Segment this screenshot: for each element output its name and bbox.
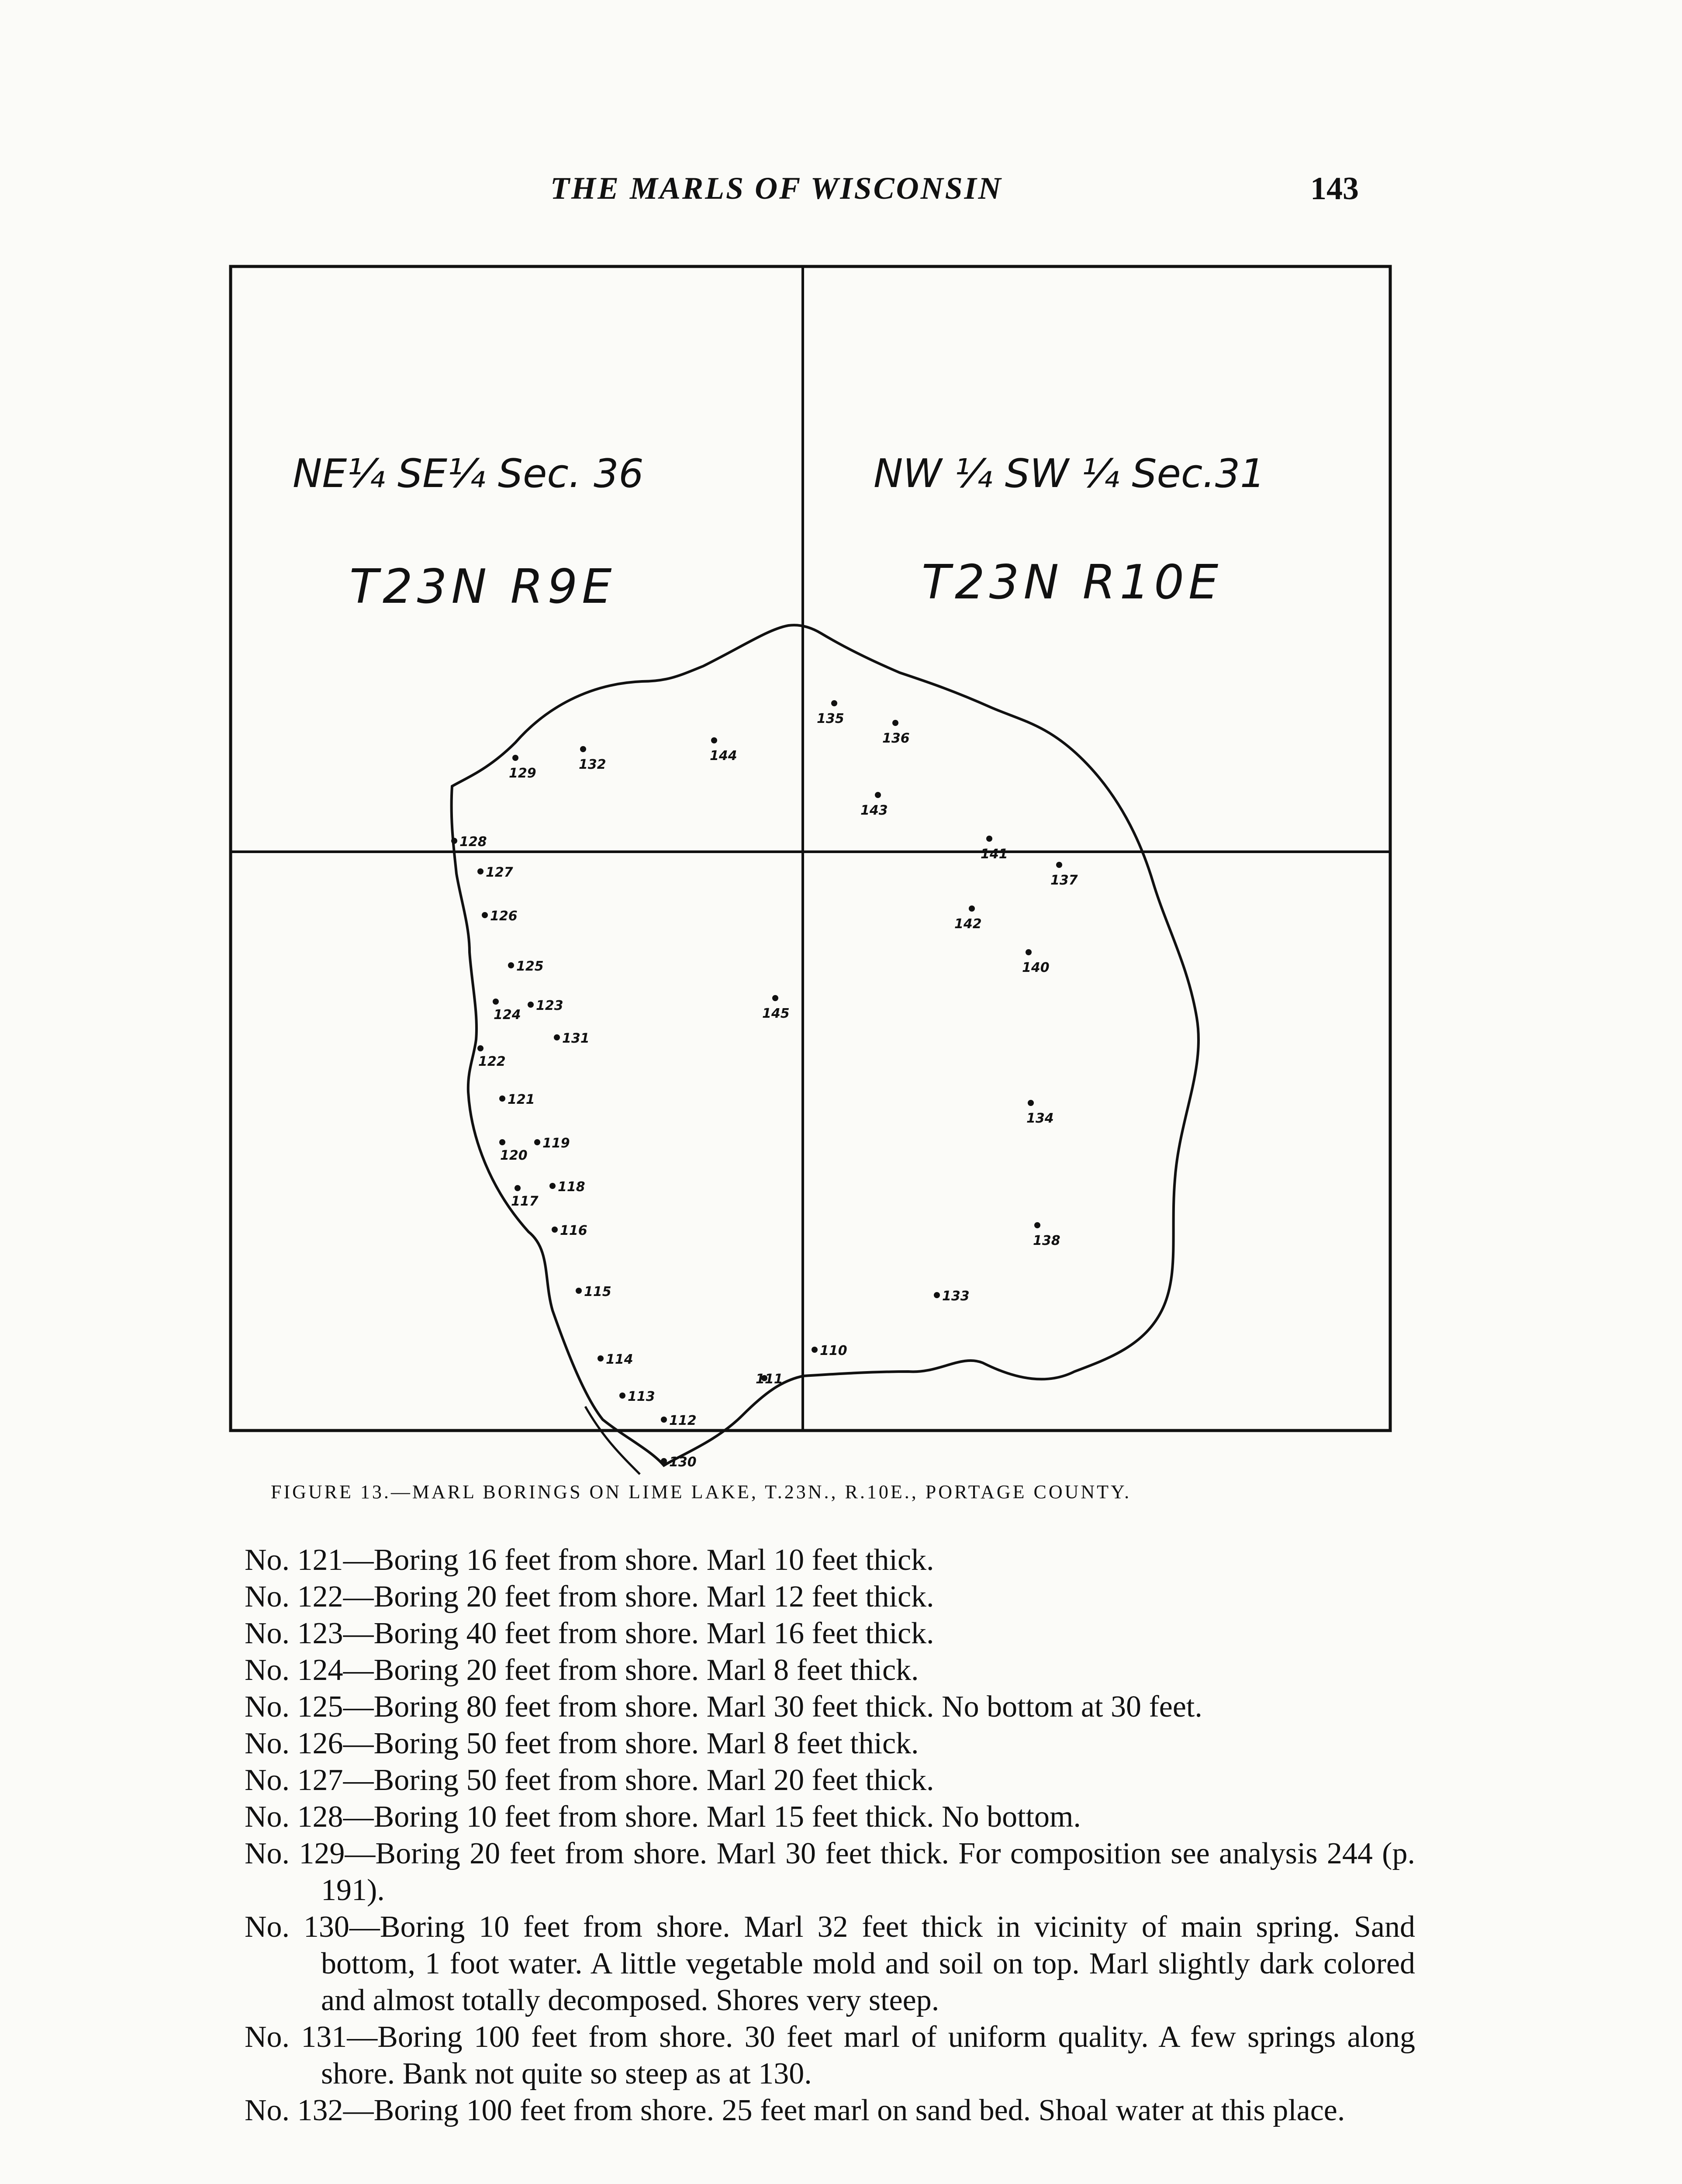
- boring-label-140: 140: [1022, 960, 1050, 975]
- note-text: —Boring 100 feet from shore. 25 feet marl on sand bed. Shoal water at this place.: [343, 2094, 1345, 2127]
- note-number: No. 125: [245, 1690, 343, 1724]
- figure-caption: FIGURE 13.—MARL BORINGS ON LIME LAKE, T.23N., R.10E., PORTAGE COUNTY.: [271, 1481, 1132, 1503]
- boring-dot-128: [451, 838, 457, 844]
- note-122: [245, 1579, 1415, 1615]
- boring-dot-126: [482, 912, 488, 918]
- boring-label-126: 126: [490, 909, 518, 924]
- note-128: [245, 1799, 1415, 1835]
- boring-label-141: 141: [981, 847, 1008, 862]
- note-text: —Boring 10 feet from shore. Marl 32 feet thick in vicinity of main spring. Sand bottom, 1 foot water. A little vegetable mold and soil on top. Marl slightly dark colored and almost totally decomposed. Shores very steep.: [321, 1910, 1415, 2017]
- boring-label-136: 136: [882, 731, 910, 746]
- note-number: No. 127: [245, 1763, 343, 1797]
- note-text: —Boring 50 feet from shore. Marl 8 feet thick.: [343, 1727, 919, 1760]
- boring-label-120: 120: [500, 1148, 528, 1163]
- boring-dot-143: [875, 792, 881, 798]
- boring-dot-124: [493, 999, 499, 1005]
- boring-label-129: 129: [509, 766, 536, 781]
- label-township-w: T23N R9E: [349, 560, 616, 614]
- boring-dot-121: [499, 1095, 505, 1102]
- boring-dot-118: [549, 1183, 556, 1189]
- boring-label-131: 131: [562, 1031, 590, 1046]
- boring-label-130: 130: [669, 1455, 697, 1470]
- note-127: [245, 1762, 1415, 1799]
- note-number: No. 132: [245, 2094, 343, 2127]
- note-130: [245, 1909, 1415, 2019]
- boring-label-127: 127: [486, 865, 513, 880]
- label-nw-sw-sec31: NW ¼ SW ¼ Sec.31: [874, 451, 1265, 497]
- boring-dot-110: [812, 1347, 818, 1353]
- boring-dot-127: [477, 868, 484, 874]
- boring-dot-144: [711, 737, 717, 743]
- boring-label-121: 121: [508, 1092, 535, 1107]
- boring-dot-138: [1034, 1222, 1040, 1228]
- boring-label-138: 138: [1033, 1233, 1060, 1248]
- note-number: No. 123: [245, 1617, 343, 1650]
- note-number: No. 129: [245, 1837, 345, 1870]
- note-number: No. 131: [245, 2020, 347, 2054]
- note-text: —Boring 20 feet from shore. Marl 8 feet thick.: [343, 1653, 919, 1687]
- note-text: —Boring 20 feet from shore. Marl 12 feet thick.: [343, 1580, 934, 1614]
- boring-dot-130: [661, 1458, 667, 1464]
- boring-dot-119: [534, 1139, 540, 1145]
- boring-label-112: 112: [669, 1413, 697, 1428]
- note-132: [245, 2092, 1415, 2129]
- boring-label-122: 122: [478, 1054, 506, 1069]
- boring-dot-145: [772, 995, 778, 1001]
- boring-dot-112: [661, 1417, 667, 1423]
- boring-dot-135: [831, 700, 837, 706]
- note-number: No. 122: [245, 1580, 343, 1614]
- note-text: —Boring 80 feet from shore. Marl 30 feet thick. No bottom at 30 feet.: [343, 1690, 1202, 1724]
- boring-label-110: 110: [820, 1343, 847, 1358]
- boring-label-115: 115: [584, 1284, 611, 1299]
- boring-label-134: 134: [1026, 1111, 1054, 1126]
- note-text: —Boring 16 feet from shore. Marl 10 feet thick.: [343, 1543, 934, 1577]
- boring-dot-115: [576, 1288, 582, 1294]
- boring-dot-133: [934, 1292, 940, 1298]
- boring-dot-129: [512, 755, 518, 761]
- boring-dot-142: [969, 905, 975, 912]
- boring-dot-125: [508, 962, 514, 968]
- note-124: [245, 1652, 1415, 1689]
- note-121: [245, 1542, 1415, 1579]
- boring-dot-114: [598, 1355, 604, 1362]
- boring-dot-116: [552, 1227, 558, 1233]
- boring-label-124: 124: [494, 1007, 521, 1023]
- note-number: No. 130: [245, 1910, 349, 1944]
- boring-label-125: 125: [516, 959, 544, 974]
- note-number: No. 126: [245, 1727, 343, 1760]
- label-township-e: T23N R10E: [922, 555, 1223, 610]
- note-text: —Boring 40 feet from shore. Marl 16 feet thick.: [343, 1617, 934, 1650]
- boring-label-142: 142: [954, 916, 982, 932]
- boring-dot-137: [1056, 862, 1062, 868]
- boring-notes: [245, 1542, 1415, 2129]
- boring-label-128: 128: [459, 834, 487, 850]
- boring-dot-122: [477, 1045, 484, 1051]
- running-title: THE MARLS OF WISCONSIN: [550, 171, 1003, 206]
- label-ne-se-sec36: NE¼ SE¼ Sec. 36: [293, 451, 644, 497]
- boring-dot-141: [986, 836, 992, 842]
- boring-dot-136: [892, 720, 898, 726]
- note-text: —Boring 50 feet from shore. Marl 20 feet thick.: [343, 1763, 934, 1797]
- note-text: —Boring 100 feet from shore. 30 feet marl of uniform quality. A few springs along shore. Bank not quite so steep as at 130.: [321, 2020, 1415, 2091]
- boring-label-123: 123: [536, 998, 563, 1013]
- boring-dot-132: [580, 746, 586, 752]
- boring-label-145: 145: [762, 1006, 790, 1021]
- boring-dot-123: [528, 1002, 534, 1008]
- running-head: [0, 170, 1682, 223]
- boring-label-135: 135: [817, 711, 844, 726]
- note-text: —Boring 20 feet from shore. Marl 30 feet thick. For composition see analysis 244 (p. 191).: [321, 1837, 1415, 1907]
- boring-label-132: 132: [579, 757, 606, 772]
- note-number: No. 124: [245, 1653, 343, 1687]
- boring-label-143: 143: [860, 803, 888, 818]
- note-number: No. 128: [245, 1800, 343, 1834]
- boring-label-144: 144: [710, 748, 737, 764]
- boring-points: [451, 700, 1078, 1470]
- boring-dot-134: [1028, 1100, 1034, 1106]
- page-number: 143: [1310, 171, 1359, 207]
- lime-lake-map: [0, 245, 1682, 1476]
- note-number: No. 121: [245, 1543, 343, 1577]
- boring-label-113: 113: [628, 1389, 655, 1404]
- boring-dot-120: [499, 1139, 505, 1145]
- map-frame: [231, 266, 1390, 1431]
- note-125: [245, 1689, 1415, 1725]
- boring-dot-117: [515, 1185, 521, 1191]
- note-text: —Boring 10 feet from shore. Marl 15 feet thick. No bottom.: [343, 1800, 1081, 1834]
- boring-dot-131: [554, 1034, 560, 1040]
- note-129: [245, 1835, 1415, 1909]
- boring-label-133: 133: [942, 1289, 970, 1304]
- boring-dot-140: [1026, 949, 1032, 955]
- note-131: [245, 2019, 1415, 2092]
- boring-label-137: 137: [1050, 873, 1078, 888]
- boring-label-111: 111: [756, 1372, 783, 1387]
- boring-label-118: 118: [558, 1179, 585, 1195]
- boring-label-116: 116: [560, 1223, 587, 1238]
- note-126: [245, 1725, 1415, 1762]
- boring-dot-113: [619, 1393, 625, 1399]
- boring-label-117: 117: [511, 1194, 539, 1209]
- boring-label-119: 119: [542, 1136, 570, 1151]
- boring-label-114: 114: [606, 1352, 633, 1367]
- note-123: [245, 1615, 1415, 1652]
